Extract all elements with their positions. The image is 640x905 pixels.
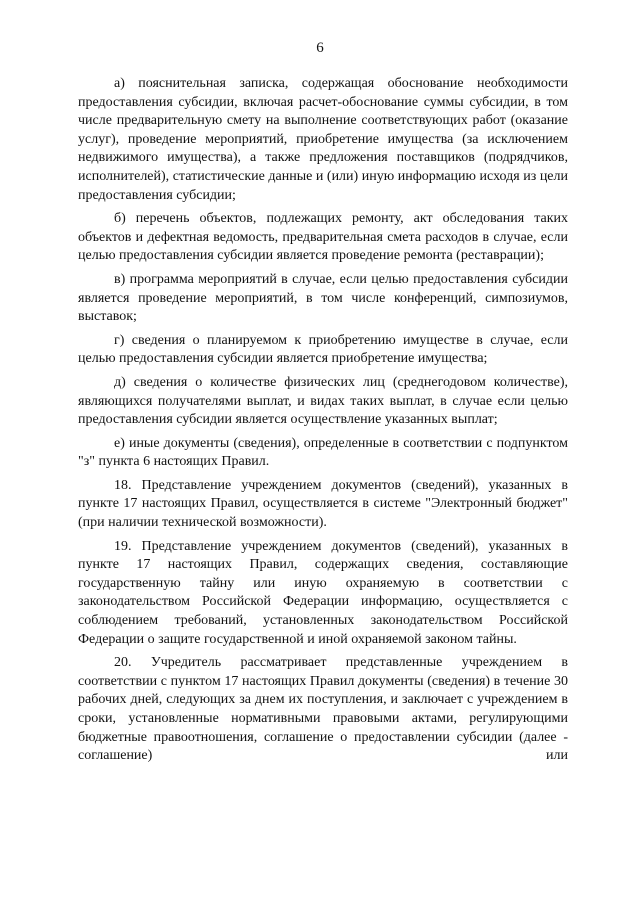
paragraph-18: 18. Представление учреждением документов (сведений), указанных в пункте 17 настоящих Правил, осуществляется в системе "Электронный бюджет" (при наличии технической возможности). (78, 477, 568, 531)
paragraph-b: б) перечень объектов, подлежащих ремонту, акт обследования таких объектов и дефектная ведомость, предварительная смета расходов в случае, если целью предоставления субсидии является проведение ремонта (реставрации); (78, 211, 568, 264)
paragraph-a: а) пояснительная записка, содержащая обоснование необходимости предоставления субсидии, включая расчет-обоснование суммы субсидии, в том числе предварительную смету на выполнение соответствующих работ (оказание услуг), проведение мероприятий, приобретение имущества (за исключением недвижимого имущества), а также предложения поставщиков (подрядчиков, исполнителей), статистические данные и (или) иную информацию исходя из цели предоставления субсидии; (78, 76, 568, 203)
paragraph-d: д) сведения о количестве физических лиц (среднегодовом количестве), являющихся получателями выплат, и видах таких выплат, в случае если целью предоставления субсидии является осуществление указанных выплат; (78, 374, 568, 428)
document-body (78, 75, 568, 771)
paragraph-g: г) сведения о планируемом к приобретению имуществе в случае, если целью предоставления субсидии является приобретение имущества; (78, 332, 568, 367)
paragraph-19: 19. Представление учреждением документов (сведений), указанных в пункте 17 настоящих Правил, содержащих сведения, составляющие государственную тайну или иную охраняемую в соответствии с законодательством Российской Федерации информацию, осуществляется с соблюдением требований, установленных законодательством Российской Федерации о защите государственной и иной охраняемой законом тайны. (78, 538, 568, 647)
paragraph-e: е) иные документы (сведения), определенные в соответствии с подпунктом "з" пункта 6 настоящих Правил. (78, 435, 568, 470)
page-number: 6 (316, 40, 324, 56)
paragraph-20: 20. Учредитель рассматривает представленные учреждением в соответствии с пунктом 17 настоящих Правил документы (сведения) в течение 30 рабочих дней, следующих за днем их поступления, и заключает с учреждением в сроки, установленные нормативными правовыми актами, регулирующими бюджетные правоотношения, соглашение о предоставлении субсидии (далее - соглашение) или (78, 655, 568, 764)
paragraph-v: в) программа мероприятий в случае, если целью предоставления субсидии является проведение мероприятий, в том числе конференций, симпозиумов, выставок; (78, 271, 568, 325)
